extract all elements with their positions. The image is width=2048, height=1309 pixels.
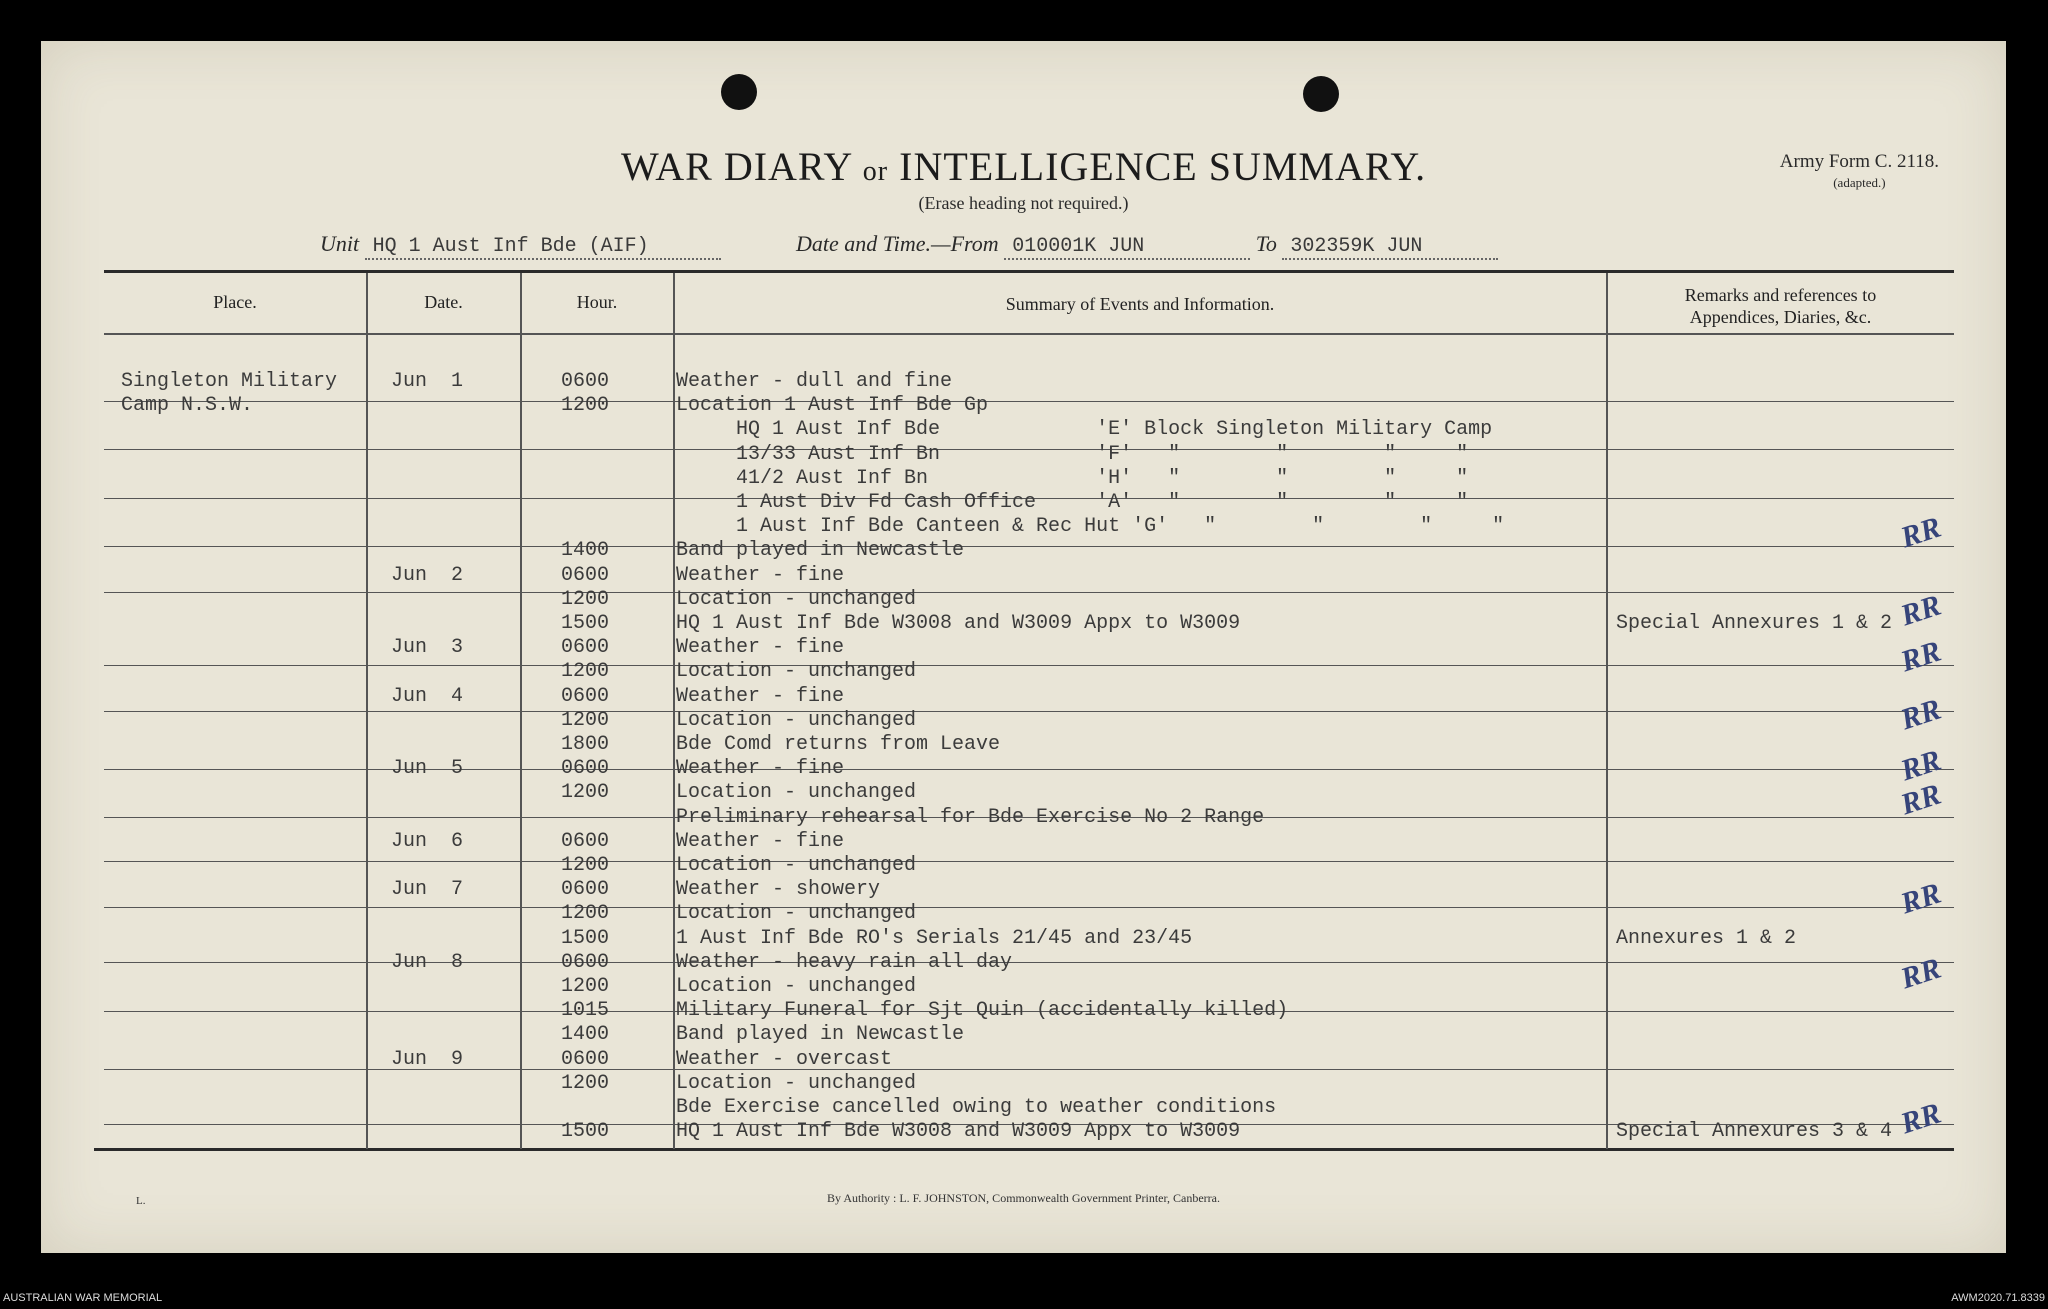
entry-summary: Weather - fine (676, 757, 845, 781)
date-to-label: To (1255, 231, 1277, 256)
column-header-date: Date. (424, 292, 463, 312)
entry-hour: 1200 (561, 975, 610, 998)
handwritten-initials: RR (1896, 876, 1945, 921)
entry-hour: 0600 (561, 563, 610, 587)
entry-hour: 1500 (561, 612, 610, 635)
entry-hour: 1200 (561, 587, 610, 611)
entry-date: Jun 4 (391, 684, 464, 708)
entry-hour: 1200 (561, 708, 610, 732)
punch-hole-right (1303, 76, 1339, 112)
handwritten-initials: RR (1896, 1096, 1945, 1141)
form-title (41, 143, 2006, 190)
entry-remark: Annexures 1 & 2 (1616, 926, 1797, 950)
row-rule (104, 592, 1954, 593)
row-rule (104, 769, 1954, 770)
row-rule (104, 711, 1954, 712)
column-header-hour: Hour. (576, 292, 618, 312)
entry-place: Singleton Military (121, 370, 338, 393)
entry-place: Camp N.S.W. (121, 394, 254, 418)
entry-summary: Weather - dull and fine (676, 370, 953, 393)
army-form-reference (1780, 151, 1939, 191)
entry-date: Jun 2 (391, 563, 464, 587)
table-bottom-rule (94, 1148, 1954, 1151)
row-rule (104, 1069, 1954, 1070)
entry-hour: 1400 (561, 1023, 610, 1047)
row-rule (104, 546, 1954, 547)
entry-summary: Location - unchanged (676, 660, 917, 684)
footer-mark: L. (136, 1195, 146, 1207)
entry-summary: Weather - fine (676, 563, 845, 587)
entry-summary: Military Funeral for Sjt Quin (accidentally killed) (676, 999, 1289, 1023)
entry-summary: Weather - overcast (676, 1047, 893, 1071)
entry-summary: Location - unchanged (676, 902, 917, 926)
entry-summary: Weather - showery (676, 878, 881, 902)
entry-hour: 0600 (561, 684, 610, 708)
unit-value: HQ 1 Aust Inf Bde (AIF) (365, 235, 721, 260)
entry-date: Jun 1 (391, 370, 464, 393)
entry-date: Jun 3 (391, 636, 464, 660)
entry-hour: 1200 (561, 781, 610, 805)
entry-summary: Location - unchanged (676, 1071, 917, 1095)
entry-summary: Location 1 Aust Inf Bde Gp (676, 394, 989, 418)
column-header-place: Place. (213, 292, 257, 312)
entry-summary: 1 Aust Inf Bde Canteen & Rec Hut 'G' " " " " (676, 515, 1505, 539)
date-from-value: 010001K JUN (1004, 235, 1250, 260)
unit-line (320, 231, 721, 260)
column-header-remarks (1607, 284, 1954, 328)
date-line (796, 231, 1498, 260)
entry-summary: Weather - fine (676, 636, 845, 660)
row-rule (104, 962, 1954, 963)
entry-summary: Weather - heavy rain all day (676, 950, 1013, 974)
entry-hour: 1200 (561, 902, 610, 926)
handwritten-initials: RR (1896, 634, 1945, 679)
handwritten-initials: RR (1896, 692, 1945, 737)
entry-summary: Location - unchanged (676, 708, 917, 732)
title-or: or (862, 156, 889, 187)
entry-summary: Preliminary rehearsal for Bde Exercise No 2 Range (676, 805, 1265, 829)
table-top-rule (104, 270, 1954, 273)
remarks-header-line-1: Remarks and references to (1684, 285, 1877, 305)
entry-hour: 0600 (561, 1047, 610, 1071)
entry-summary: Weather - fine (676, 684, 845, 708)
entry-hour: 1015 (561, 999, 610, 1023)
handwritten-initials: RR (1896, 510, 1945, 555)
entry-hour: 0600 (561, 829, 610, 853)
handwritten-initials: RR (1896, 588, 1945, 633)
entry-summary: Location - unchanged (676, 587, 917, 611)
entry-summary: Location - unchanged (676, 854, 917, 877)
entry-summary: Location - unchanged (676, 781, 917, 805)
entry-hour: 0600 (561, 878, 610, 902)
entry-summary: HQ 1 Aust Inf Bde W3008 and W3009 Appx to W3009 (676, 612, 1241, 635)
entry-date: Jun 9 (391, 1047, 464, 1071)
entry-hour: 0600 (561, 636, 610, 660)
entry-date: Jun 8 (391, 950, 464, 974)
entry-hour: 1200 (561, 660, 610, 684)
entry-remark: Special Annexures 1 & 2 (1616, 612, 1893, 635)
entry-date: Jun 6 (391, 829, 464, 853)
column-header-summary: Summary of Events and Information. (1005, 294, 1275, 314)
row-rule (104, 665, 1954, 666)
entry-hour: 1500 (561, 1120, 610, 1144)
form-adapted: (adapted.) (1833, 175, 1886, 190)
title-intelligence-summary: INTELLIGENCE SUMMARY. (899, 144, 1427, 189)
unit-label: Unit (320, 231, 360, 256)
entry-summary: Weather - fine (676, 829, 845, 853)
entry-summary: HQ 1 Aust Inf Bde 'E' Block Singleton Military Camp (676, 418, 1493, 442)
handwritten-initials: RR (1896, 743, 1945, 788)
entry-hour: 0600 (561, 757, 610, 781)
entry-hour: 1200 (561, 394, 610, 418)
entry-summary: 41/2 Aust Inf Bn 'H' " " " " (676, 466, 1469, 490)
caption-source: AUSTRALIAN WAR MEMORIAL (3, 1292, 163, 1304)
entry-hour: 1500 (561, 926, 610, 950)
handwritten-initials: RR (1896, 951, 1945, 996)
entry-hour: 0600 (561, 950, 610, 974)
date-to-value: 302359K JUN (1282, 235, 1498, 260)
remarks-header-line-2: Appendices, Diaries, &c. (1689, 307, 1872, 327)
entry-summary: 1 Aust Inf Bde RO's Serials 21/45 and 23/45 (676, 926, 1193, 950)
row-rule (104, 907, 1954, 908)
entry-hour: 0600 (561, 370, 610, 393)
handwritten-initials: RR (1896, 777, 1945, 821)
row-rule (104, 861, 1954, 862)
entry-summary: Band played in Newcastle (676, 539, 965, 563)
entry-date: Jun 5 (391, 757, 464, 781)
entry-remark: Special Annexures 3 & 4 (1616, 1120, 1893, 1144)
entry-summary: 1 Aust Div Fd Cash Office 'A' " " " " (676, 491, 1469, 514)
entry-summary: Bde Exercise cancelled owing to weather conditions (676, 1096, 1277, 1119)
entry-summary: HQ 1 Aust Inf Bde W3008 and W3009 Appx to W3009 (676, 1120, 1241, 1144)
row-rule (104, 401, 1954, 402)
diary-sheet (41, 41, 2006, 1253)
entry-hour: 1800 (561, 733, 610, 756)
form-subtitle: (Erase heading not required.) (918, 193, 1129, 213)
entry-summary: Location - unchanged (676, 975, 917, 998)
entry-hour: 1200 (561, 854, 610, 877)
printer-authority: By Authority : L. F. JOHNSTON, Commonwealth Government Printer, Canberra. (827, 1191, 1220, 1205)
entry-summary: 13/33 Aust Inf Bn 'F' " " " " (676, 442, 1469, 466)
caption-accession: AWM2020.71.8339 (1951, 1292, 2045, 1304)
entry-date: Jun 7 (391, 878, 464, 902)
entry-hour: 1400 (561, 539, 610, 563)
date-from-label: Date and Time.—From (796, 231, 999, 256)
entry-summary: Bde Comd returns from Leave (676, 733, 1001, 756)
entry-hour: 1200 (561, 1071, 610, 1095)
entry-summary: Band played in Newcastle (676, 1023, 965, 1047)
form-number: Army Form C. 2118. (1779, 151, 1939, 172)
punch-hole-left (721, 74, 757, 110)
title-war-diary: WAR DIARY (620, 144, 852, 189)
header-bottom-rule (104, 333, 1954, 335)
